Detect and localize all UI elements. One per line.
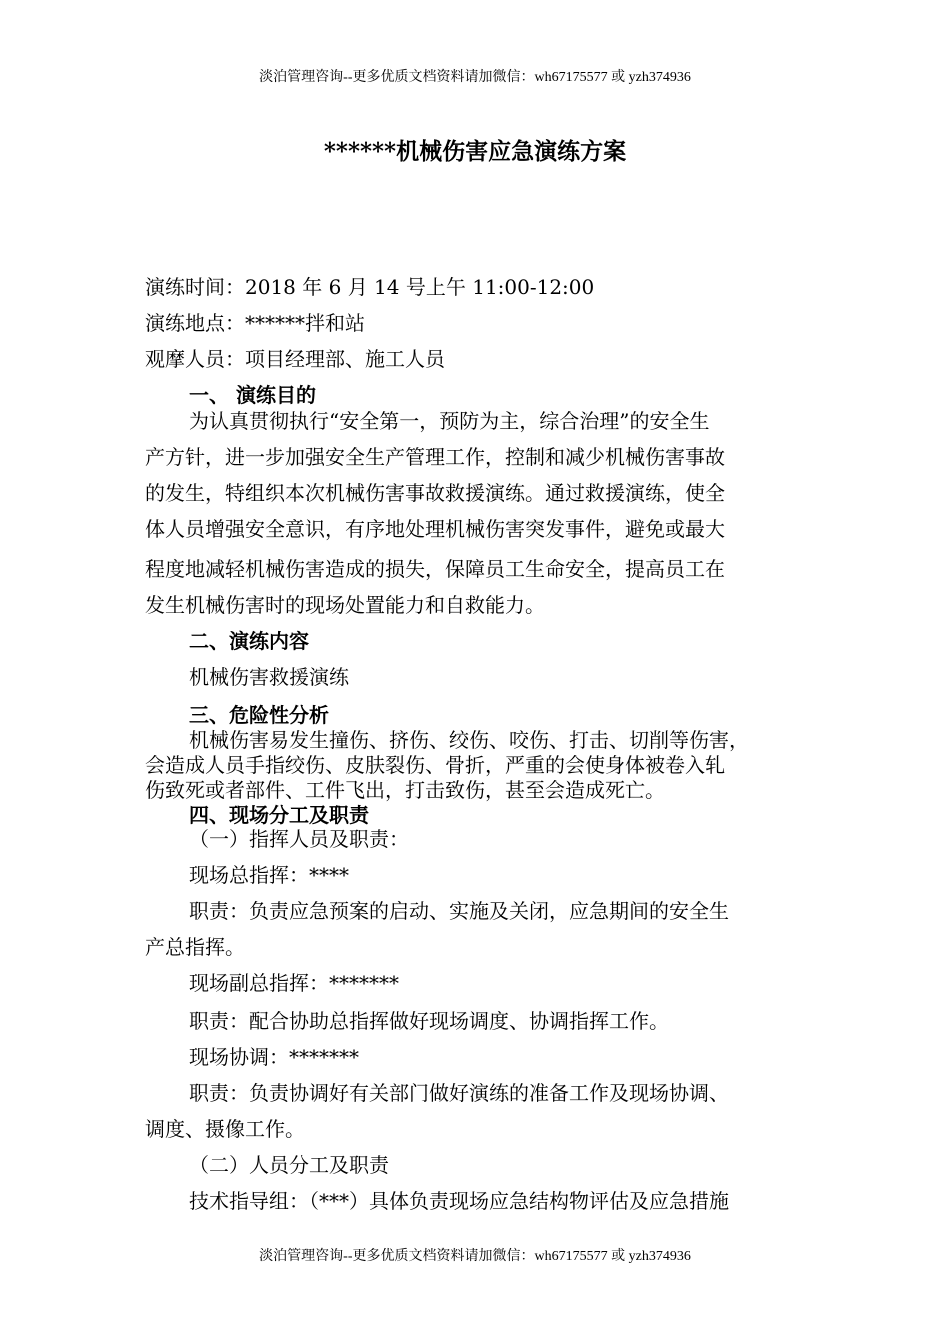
section-1-line: 发生机械伤害时的现场处置能力和自救能力。 [145,593,545,617]
subsection-1-heading: （一）指挥人员及职责： [189,827,409,851]
section-2-text: 机械伤害救援演练 [189,665,349,689]
coordinator-duty-line: 职责：负责协调好有关部门做好演练的准备工作及现场协调、 [189,1081,729,1105]
section-1-heading: 一、 演练目的 [189,383,316,407]
coordinator-duty-line: 调度、摄像工作。 [145,1117,305,1141]
deputy-commander: 现场副总指挥：******* [189,971,399,995]
drill-place: 演练地点：******拌和站 [145,311,365,335]
subsection-2-heading: （二）人员分工及职责 [189,1153,389,1177]
section-1-line: 程度地减轻机械伤害造成的损失，保障员工生命安全，提高员工在 [145,557,725,581]
section-1-line: 产方针，进一步加强安全生产管理工作，控制和减少机械伤害事故 [145,445,725,469]
page-footer: 淡泊管理咨询--更多优质文档资料请加微信：wh67175577 或 yzh374936 [259,1249,691,1264]
section-1-line: 体人员增强安全意识，有序地处理机械伤害突发事件，避免或最大 [145,517,725,541]
deputy-duty: 职责：配合协助总指挥做好现场调度、协调指挥工作。 [189,1009,669,1033]
chief-duty-line: 产总指挥。 [145,935,245,959]
page-header: 淡泊管理咨询--更多优质文档资料请加微信：wh67175577 或 yzh374936 [259,70,691,85]
section-3-line: 伤致死或者部件、工件飞出，打击致伤，甚至会造成死亡。 [145,778,665,802]
section-3-line: 机械伤害易发生撞伤、挤伤、绞伤、咬伤、打击、切削等伤害， [189,728,749,752]
section-1-line: 的发生，特组织本次机械伤害事故救援演练。通过救援演练，使全 [145,481,725,505]
section-2-heading: 二、演练内容 [189,629,309,653]
drill-observers: 观摩人员：项目经理部、施工人员 [145,347,445,371]
drill-time: 演练时间：2018 年 6 月 14 号上午 11:00-12:00 [145,275,595,299]
chief-duty-line: 职责：负责应急预案的启动、实施及关闭，应急期间的安全生 [189,899,729,923]
tech-guidance-group: 技术指导组：（***）具体负责现场应急结构物评估及应急措施 [189,1189,729,1213]
document-title: ******机械伤害应急演练方案 [323,138,627,165]
section-3-line: 会造成人员手指绞伤、皮肤裂伤、骨折，严重的会使身体被卷入轧 [145,753,725,777]
chief-commander: 现场总指挥：**** [189,863,349,887]
section-1-line: 为认真贯彻执行“安全第一，预防为主，综合治理”的安全生 [189,409,710,433]
site-coordinator: 现场协调：******* [189,1045,359,1069]
section-4-heading: 四、现场分工及职责 [189,803,369,827]
section-3-heading: 三、危险性分析 [189,703,329,727]
